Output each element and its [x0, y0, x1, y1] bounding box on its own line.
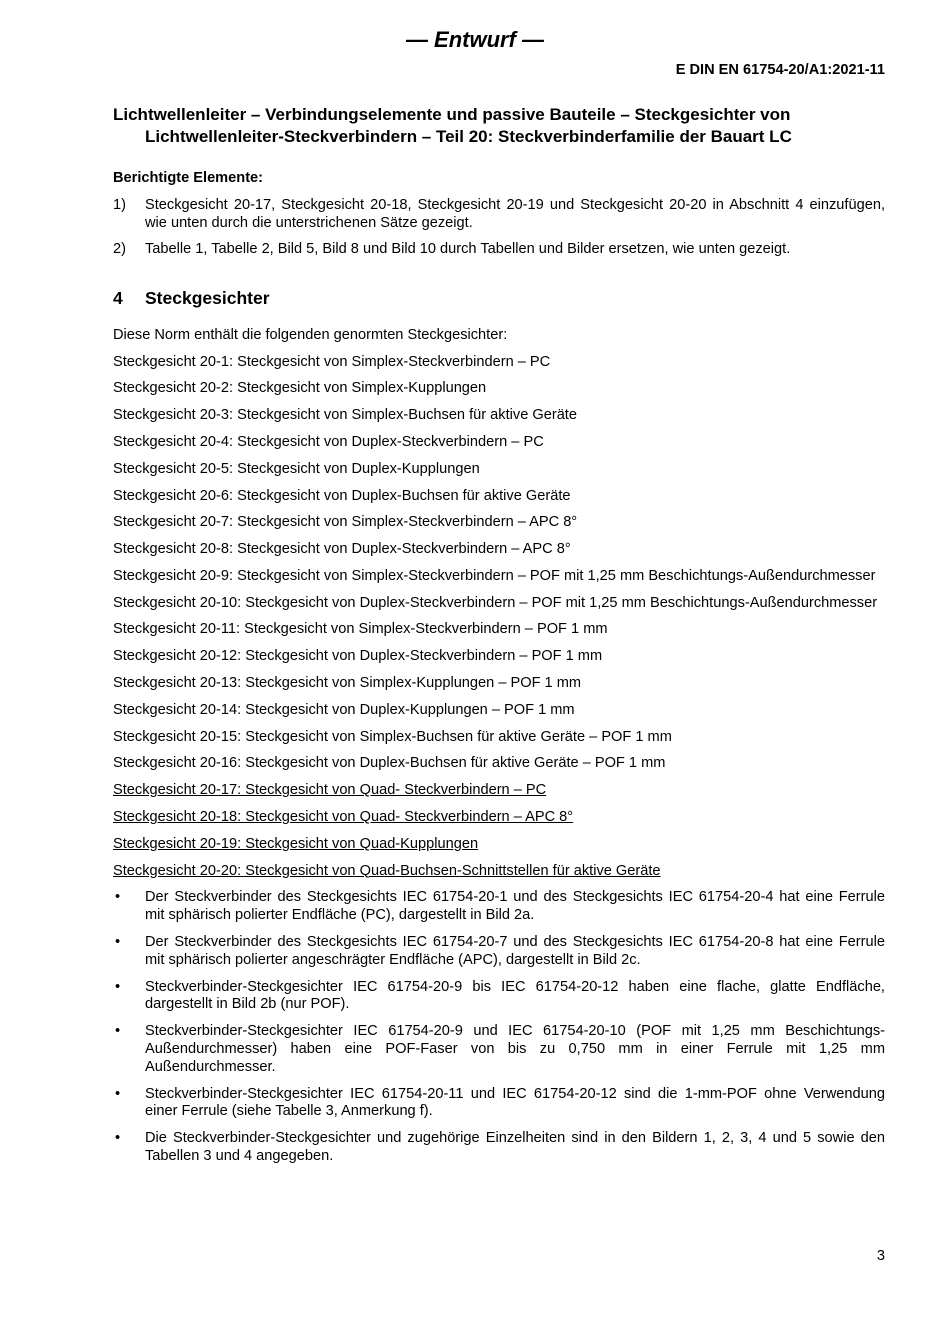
bullet-item — [113, 1023, 885, 1076]
interface-item: Steckgesicht 20-15: Steckgesicht von Simplex-Buchsen für aktive Geräte – POF 1 mm — [113, 728, 672, 745]
bullet-glyph: • — [115, 978, 121, 995]
bullet-text: Die Steckverbinder-Steckgesichter und zugehörige Einzelheiten sind in den Bildern 1, 2, 3, 4 und 5 sowie den Tabellen 3 und 4 angegeben. — [145, 1130, 885, 1165]
bullet-glyph: • — [115, 934, 121, 951]
correction-number: 1) — [113, 196, 126, 213]
correction-text: Tabelle 1, Tabelle 2, Bild 5, Bild 8 und Bild 10 durch Tabellen und Bilder ersetzen, wie unten gezeigt. — [145, 240, 791, 257]
interface-item: Steckgesicht 20-16: Steckgesicht von Duplex-Buchsen für aktive Geräte – POF 1 mm — [113, 755, 666, 772]
correction-text: Steckgesicht 20-17, Steckgesicht 20-18, Steckgesicht 20-19 und Steckgesicht 20-20 in Abschnitt 4 einzufügen, wie unten durch die unterstrichenen Sätze gezeigt. — [145, 196, 885, 231]
correction-item — [113, 241, 885, 259]
interface-item-added: Steckgesicht 20-18: Steckgesicht von Quad- Steckverbindern – APC 8° — [113, 809, 574, 826]
interface-item: Steckgesicht 20-8: Steckgesicht von Duplex-Steckverbindern – APC 8° — [113, 541, 571, 558]
bullet-item — [113, 934, 885, 970]
bullet-glyph: • — [115, 1023, 121, 1040]
page-content — [113, 104, 885, 1175]
section-title: Steckgesichter — [145, 288, 270, 309]
interface-item: Steckgesicht 20-4: Steckgesicht von Duplex-Steckverbindern – PC — [113, 433, 544, 450]
bullet-text: Steckverbinder-Steckgesichter IEC 61754-20-9 und IEC 61754-20-10 (POF mit 1,25 mm Beschichtungs-Außendurchmesser) haben eine POF-Faser von bis zu 0,750 mm in einer Ferrule mit 1,25 mm Außendurchmesser. — [145, 1023, 885, 1075]
interface-item: Steckgesicht 20-7: Steckgesicht von Simplex-Steckverbindern – APC 8° — [113, 514, 578, 531]
interface-item-added: Steckgesicht 20-20: Steckgesicht von Quad-Buchsen-Schnittstellen für aktive Geräte — [113, 862, 661, 879]
interface-item: Steckgesicht 20-9: Steckgesicht von Simplex-Steckverbindern – POF mit 1,25 mm Beschichtungs-Außendurchmesser — [113, 567, 876, 584]
bullet-list — [113, 889, 885, 1165]
bullet-glyph: • — [115, 1085, 121, 1102]
bullet-item — [113, 1130, 885, 1166]
document-title: Lichtwellenleiter – Verbindungselemente und passive Bauteile – Steckgesichter von Lichtwellenleiter-Steckverbindern – Teil 20: Steckverbinderfamilie der Bauart LC — [113, 105, 792, 147]
interface-item: Steckgesicht 20-5: Steckgesicht von Duplex-Kupplungen — [113, 460, 480, 477]
interface-item: Steckgesicht 20-6: Steckgesicht von Duplex-Buchsen für aktive Geräte — [113, 487, 571, 504]
interface-item: Steckgesicht 20-11: Steckgesicht von Simplex-Steckverbindern – POF 1 mm — [113, 621, 608, 638]
section-intro: Diese Norm enthält die folgenden genormten Steckgesichter: — [113, 326, 508, 343]
interface-item: Steckgesicht 20-12: Steckgesicht von Duplex-Steckverbindern – POF 1 mm — [113, 648, 603, 665]
bullet-glyph: • — [115, 889, 121, 906]
correction-item — [113, 197, 885, 233]
corrections-heading: Berichtigte Elemente: — [113, 170, 264, 187]
draft-mark: — Entwurf — — [405, 27, 545, 52]
bullet-text: Der Steckverbinder des Steckgesichts IEC 61754-20-1 und des Steckgesichts IEC 61754-20-4 hat eine Ferrule mit sphärisch polierter Endfläche (PC), dargestellt in Bild 2a. — [145, 889, 885, 924]
bullet-text: Der Steckverbinder des Steckgesichts IEC 61754-20-7 und des Steckgesichts IEC 61754-20-8 hat eine Ferrule mit sphärisch polierter angeschrägter Endfläche (APC), dargestellt in Bild 2c. — [145, 934, 885, 968]
interface-item: Steckgesicht 20-1: Steckgesicht von Simplex-Steckverbindern – PC — [113, 353, 551, 370]
section-heading — [113, 288, 885, 309]
bullet-text: Steckverbinder-Steckgesichter IEC 61754-20-11 und IEC 61754-20-12 sind die 1-mm-POF ohne Verwendung einer Ferrule (siehe Tabelle 3, Anmerkung f). — [145, 1085, 885, 1120]
interface-item: Steckgesicht 20-10: Steckgesicht von Duplex-Steckverbindern – POF mit 1,25 mm Beschichtungs-Außendurchmesser — [113, 594, 878, 611]
document-id: E DIN EN 61754-20/A1:2021-11 — [675, 62, 885, 78]
interface-item-added: Steckgesicht 20-17: Steckgesicht von Quad- Steckverbindern – PC — [113, 782, 547, 799]
section-number: 4 — [113, 288, 123, 309]
bullet-item — [113, 979, 885, 1015]
interface-item: Steckgesicht 20-14: Steckgesicht von Duplex-Kupplungen – POF 1 mm — [113, 701, 575, 718]
interface-item-added: Steckgesicht 20-19: Steckgesicht von Quad-Kupplungen — [113, 835, 479, 852]
interface-item: Steckgesicht 20-3: Steckgesicht von Simplex-Buchsen für aktive Geräte — [113, 407, 577, 424]
bullet-text: Steckverbinder-Steckgesichter IEC 61754-20-9 bis IEC 61754-20-12 haben eine flache, glatte Endfläche, dargestellt in Bild 2b (nur POF). — [145, 978, 885, 1013]
bullet-glyph: • — [115, 1130, 121, 1147]
bullet-item — [113, 1086, 885, 1122]
page-number: 3 — [876, 1248, 885, 1264]
bullet-item — [113, 889, 885, 925]
interface-item: Steckgesicht 20-13: Steckgesicht von Simplex-Kupplungen – POF 1 mm — [113, 675, 582, 692]
interface-item: Steckgesicht 20-2: Steckgesicht von Simplex-Kupplungen — [113, 380, 487, 397]
interface-list — [113, 354, 885, 881]
correction-number: 2) — [113, 240, 126, 257]
